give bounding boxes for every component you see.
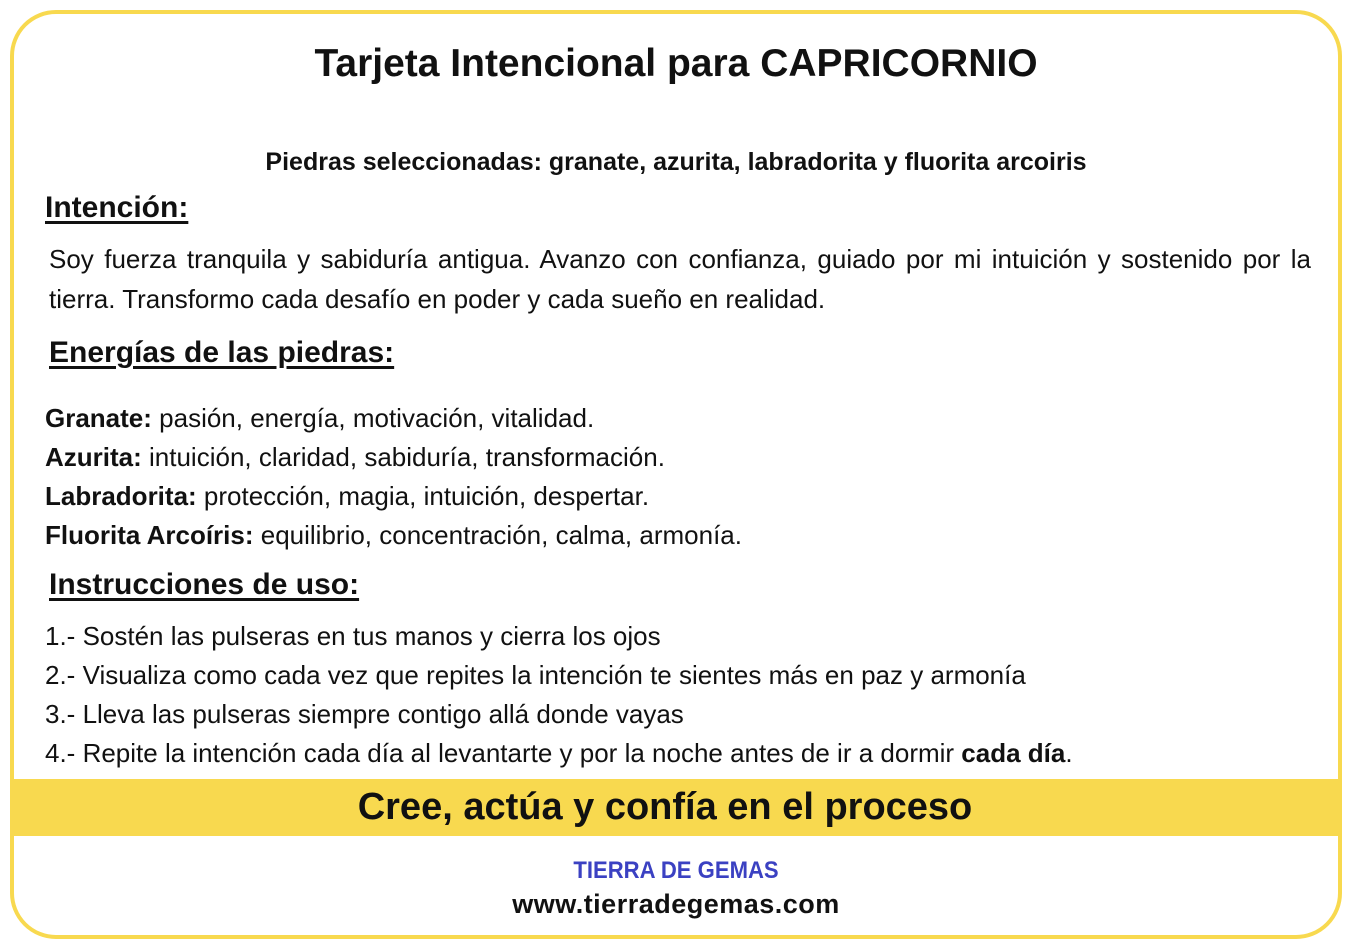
instruction-step-4 <box>45 734 1315 773</box>
instructions-heading: Instrucciones de uso: <box>49 568 360 601</box>
instruction-step-2: 2.- Visualiza como cada vez que repites la intención te sientes más en paz y armonía <box>45 660 1026 690</box>
instruction-step-tail: . <box>1065 738 1073 768</box>
energy-description: equilibrio, concentración, calma, armonía. <box>253 520 742 550</box>
motto-banner <box>14 779 1338 836</box>
energies-list <box>45 399 1315 555</box>
energy-description: intuición, claridad, sabiduría, transformación. <box>141 442 665 472</box>
brand-logo-text: TIERRA DE GEMAS <box>573 857 779 884</box>
energy-item-azurita <box>45 438 1315 477</box>
instruction-step-3: 3.- Lleva las pulseras siempre contigo allá donde vayas <box>45 699 684 729</box>
energy-item-granate <box>45 399 1315 438</box>
card-title: Tarjeta Intencional para CAPRICORNIO <box>314 42 1038 85</box>
intention-heading: Intención: <box>45 191 189 224</box>
instruction-step-emphasis: cada día <box>961 738 1066 768</box>
intention-card <box>10 10 1342 939</box>
instruction-step-1: 1.- Sostén las pulseras en tus manos y cierra los ojos <box>45 621 661 651</box>
website-url: www.tierradegemas.com <box>512 889 840 919</box>
instruction-step-text: 4.- Repite la intención cada día al levantarte y por la noche antes de ir a dormir <box>45 738 962 768</box>
energy-stone-name: Azurita: <box>45 442 142 472</box>
energy-item-labradorita <box>45 477 1315 516</box>
energy-item-fluorita <box>45 516 1315 555</box>
motto-text: Cree, actúa y confía en el proceso <box>357 786 973 828</box>
energy-stone-name: Granate: <box>45 403 152 433</box>
instructions-list <box>45 617 1315 773</box>
energy-description: protección, magia, intuición, despertar. <box>196 481 650 511</box>
energies-heading: Energías de las piedras: <box>49 336 395 369</box>
selected-stones-line: Piedras seleccionadas: granate, azurita, labradorita y fluorita arcoiris <box>265 148 1087 176</box>
intention-text: Soy fuerza tranquila y sabiduría antigua. Avanzo con confianza, guiado por mi intuición y sostenido por la tierra. Transformo cada desafío en poder y cada sueño en realidad. <box>49 244 1311 314</box>
energy-description: pasión, energía, motivación, vitalidad. <box>151 403 595 433</box>
energy-stone-name: Fluorita Arcoíris: <box>45 520 254 550</box>
energy-stone-name: Labradorita: <box>45 481 197 511</box>
